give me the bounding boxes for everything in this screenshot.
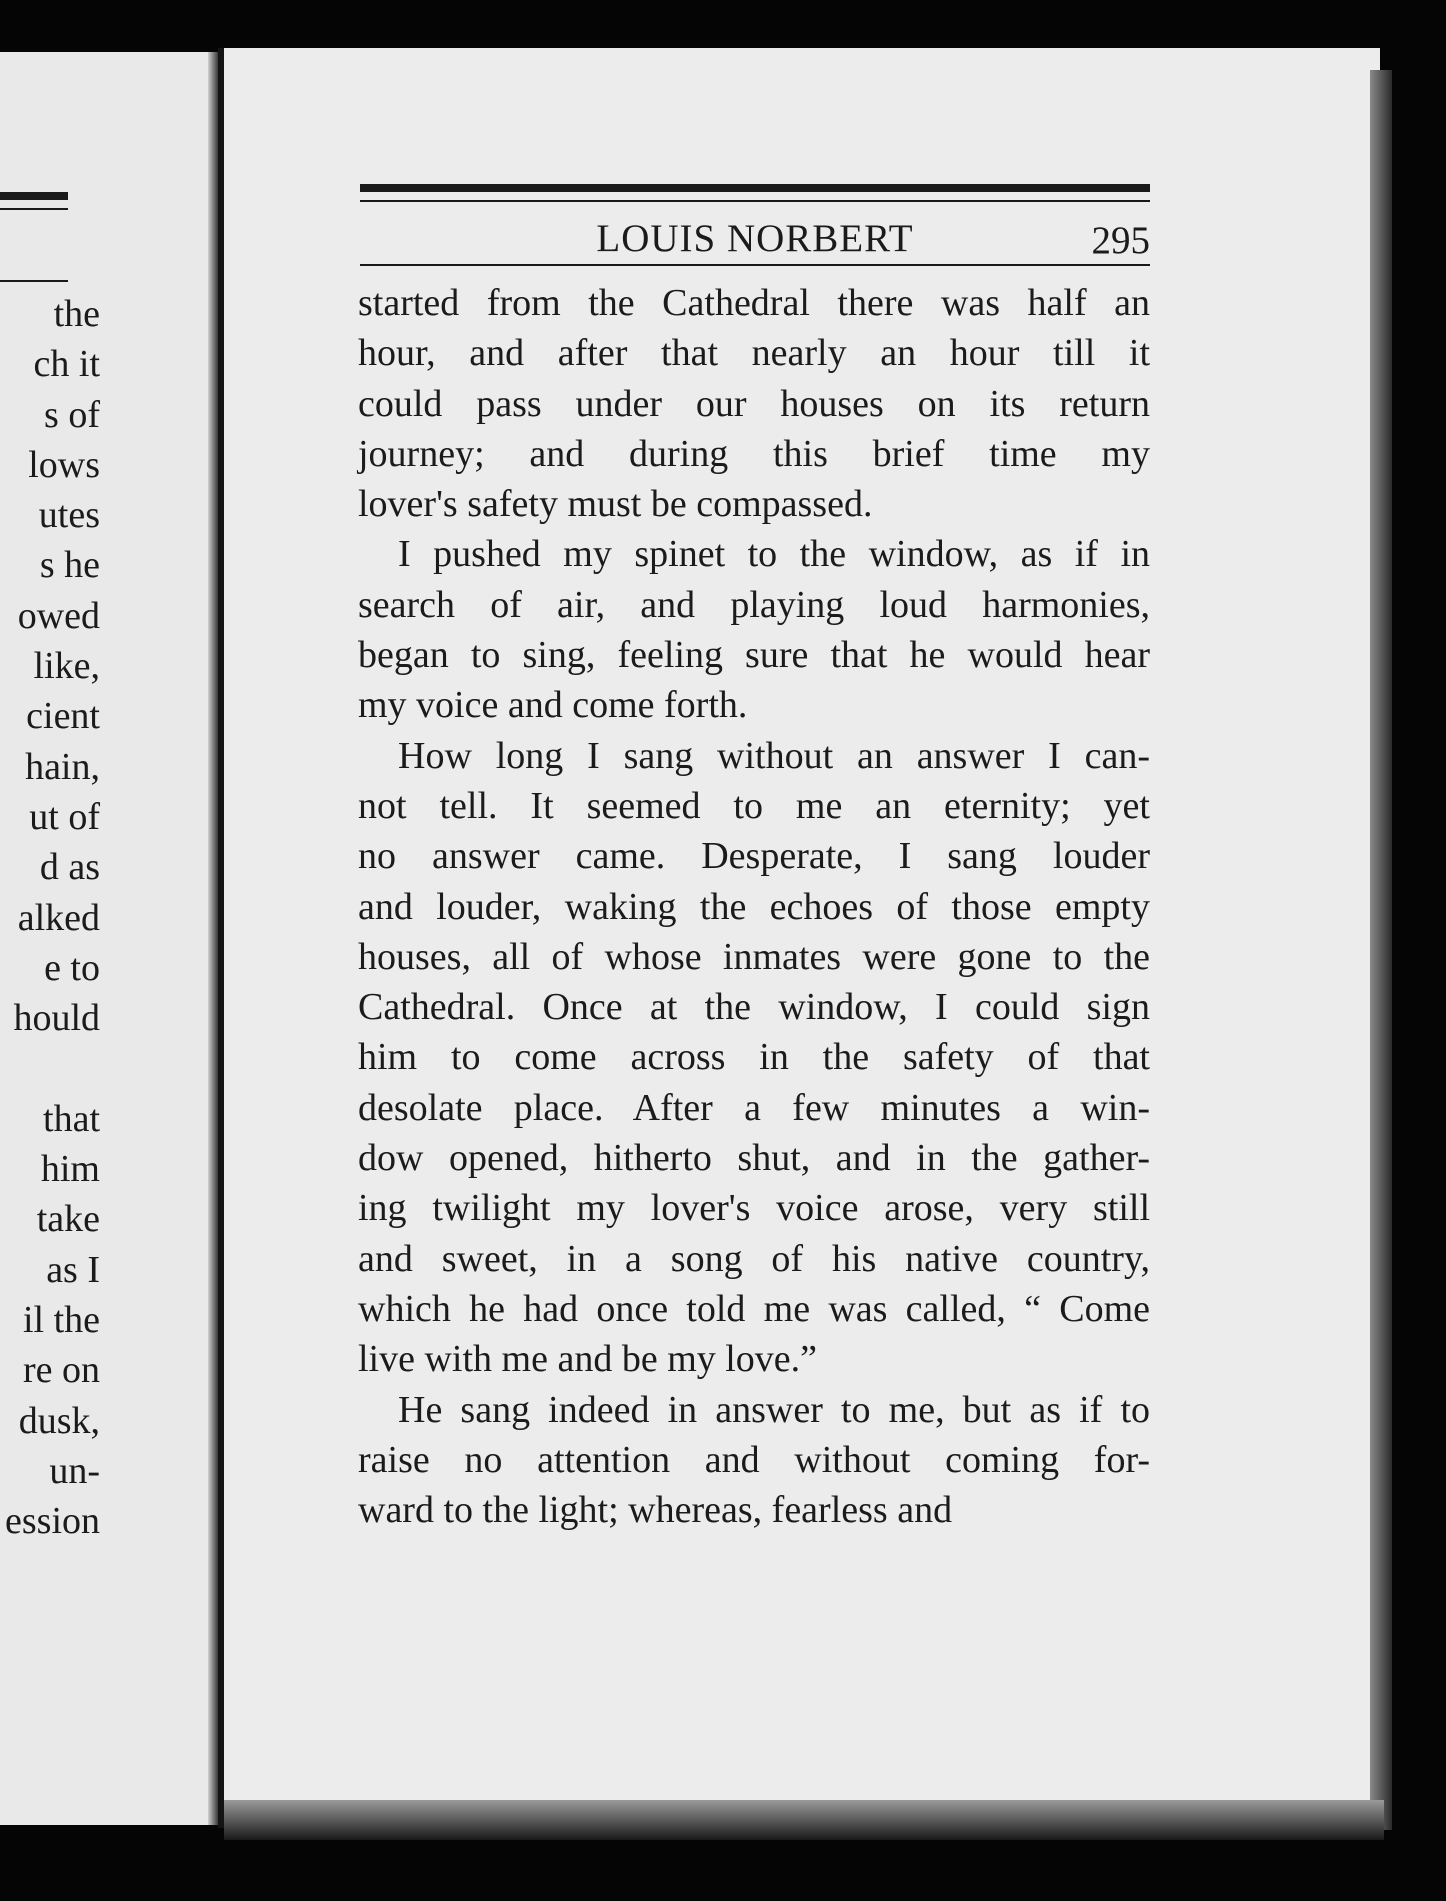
left-text-fragment: il the <box>22 1298 100 1341</box>
left-text-fragment: d as <box>39 846 100 889</box>
text-line: raise no attention and without coming for- <box>358 1438 1150 1481</box>
paragraph <box>358 731 1150 1385</box>
left-text-fragment: alked <box>17 896 100 939</box>
header-rule-thin <box>360 200 1150 202</box>
text-line: search of air, and playing loud harmonies, <box>358 583 1150 626</box>
left-text-fragment: cient <box>26 695 100 738</box>
left-text-fragment: like, <box>33 645 100 688</box>
left-header-rule <box>0 192 68 200</box>
text-line: Cathedral. Once at the window, I could sign <box>358 986 1150 1029</box>
page-bottom-edge <box>224 1800 1384 1840</box>
left-text-fragment: s of <box>44 393 100 436</box>
text-line: I pushed my spinet to the window, as if in <box>398 533 1150 576</box>
text-line: could pass under our houses on its return <box>358 382 1150 425</box>
body-text <box>358 278 1150 1535</box>
text-line: He sang indeed in answer to me, but as if to <box>398 1388 1150 1431</box>
left-page-text <box>0 289 100 1546</box>
running-title: LOUIS NORBERT <box>596 217 914 260</box>
paragraph <box>358 278 1150 529</box>
text-line: ward to the light; whereas, fearless and <box>358 1489 953 1532</box>
left-text-fragment: un- <box>49 1449 100 1492</box>
left-text-fragment: that <box>43 1097 100 1140</box>
text-line: hour, and after that nearly an hour till it <box>358 332 1150 375</box>
left-text-fragment: re on <box>22 1349 100 1392</box>
header-rule <box>360 184 1150 192</box>
paragraph <box>358 529 1150 730</box>
left-text-fragment: ch it <box>33 343 100 386</box>
left-text-fragment: hould <box>13 997 100 1040</box>
page-number: 295 <box>1091 219 1150 262</box>
left-text-fragment: take <box>36 1198 100 1241</box>
text-line: my voice and come forth. <box>358 684 748 727</box>
text-line: live with me and be my love.” <box>358 1338 818 1381</box>
text-line: houses, all of whose inmates were gone to the <box>358 935 1150 978</box>
left-text-fragment: ut of <box>29 795 100 838</box>
left-text-fragment: as I <box>46 1248 100 1291</box>
text-line: dow opened, hitherto shut, and in the gather- <box>358 1137 1150 1180</box>
right-page <box>224 48 1380 1835</box>
text-line: not tell. It seemed to me an eternity; yet <box>358 784 1150 827</box>
text-line: lover's safety must be compassed. <box>358 483 873 526</box>
text-line: began to sing, feeling sure that he would hear <box>358 634 1150 677</box>
text-line: and louder, waking the echoes of those empty <box>358 885 1150 928</box>
text-line: him to come across in the safety of that <box>358 1036 1150 1079</box>
text-line: which he had once told me was called, “ Come <box>358 1287 1150 1330</box>
text-line: ing twilight my lover's voice arose, very still <box>358 1187 1150 1230</box>
text-line: journey; and during this brief time my <box>358 432 1150 475</box>
left-text-fragment: utes <box>38 494 100 537</box>
text-line: started from the Cathedral there was half an <box>358 282 1150 324</box>
left-text-fragment <box>0 1043 100 1093</box>
left-text-fragment: the <box>53 293 100 335</box>
left-text-fragment: lows <box>28 443 100 486</box>
left-text-fragment: owed <box>17 594 100 637</box>
left-text-fragment: e to <box>44 946 100 989</box>
running-head <box>360 208 1150 264</box>
left-page <box>0 52 218 1825</box>
left-text-fragment: him <box>40 1148 100 1191</box>
left-text-fragment: dusk, <box>18 1399 100 1442</box>
left-text-fragment: hain, <box>25 745 100 788</box>
right-page-edge <box>1370 70 1392 1830</box>
text-line: desolate place. After a few minutes a win- <box>358 1086 1150 1129</box>
left-text-fragment: s he <box>39 544 100 587</box>
text-line: and sweet, in a song of his native country, <box>358 1237 1150 1280</box>
text-line: How long I sang without an answer I can- <box>398 734 1150 777</box>
left-page-gutter-shadow <box>208 52 218 1825</box>
left-text-fragment: ession <box>5 1500 100 1543</box>
left-header-rule-thin <box>0 208 68 210</box>
left-header-underline <box>0 280 68 282</box>
header-underline <box>360 264 1150 266</box>
paragraph <box>358 1385 1150 1536</box>
text-line: no answer came. Desperate, I sang louder <box>358 835 1150 878</box>
